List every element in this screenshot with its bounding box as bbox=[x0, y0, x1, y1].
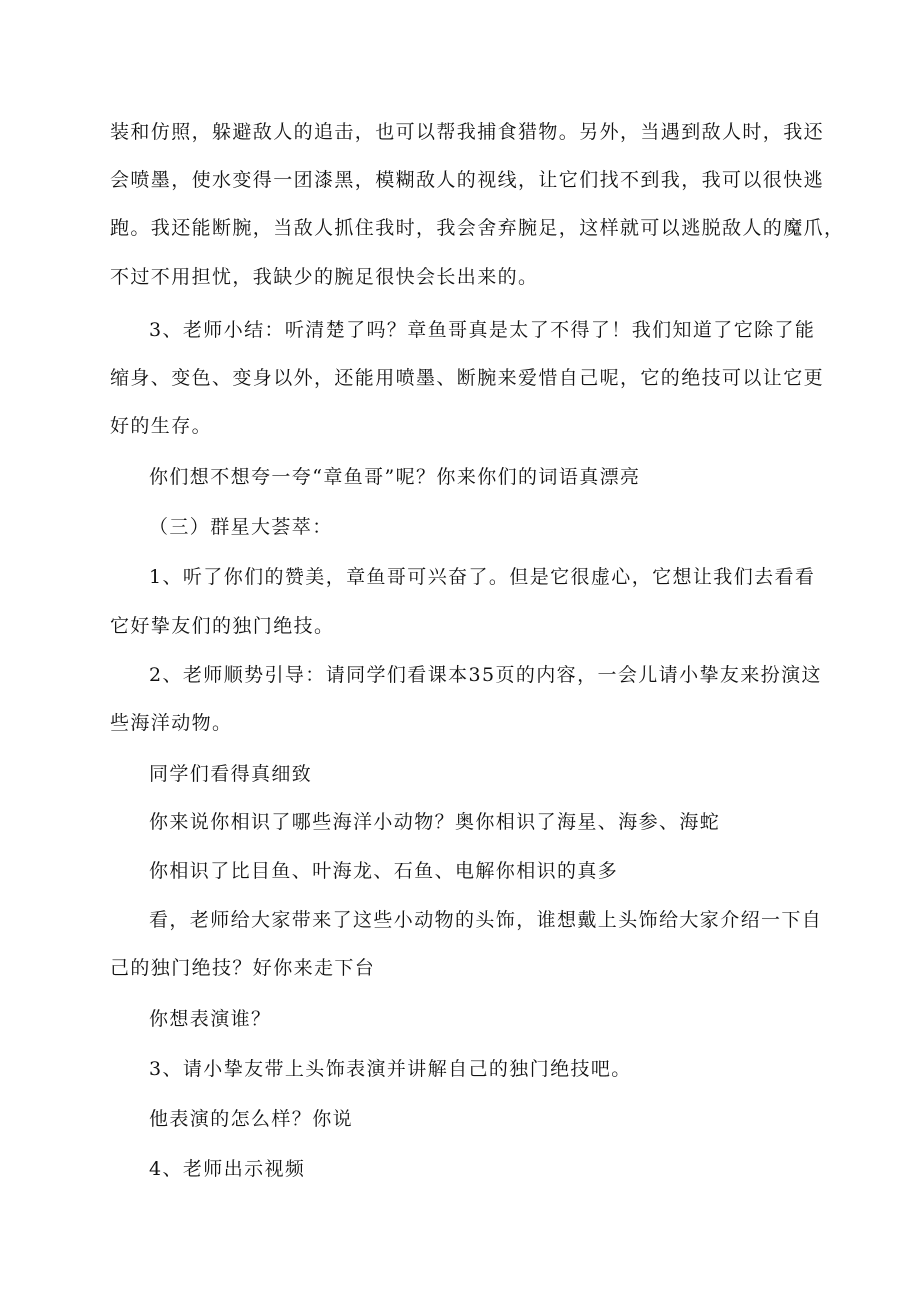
text-line: 不过不用担忧，我缺少的腕足很快会长出来的。 bbox=[110, 266, 539, 288]
text-line: 己的独门绝技？好你来走下台 bbox=[110, 957, 376, 979]
text-line: 你来说你相识了哪些海洋小动物？奥你相识了海星、海参、海蛇 bbox=[149, 811, 721, 833]
text-line: 看，老师给大家带来了这些小动物的头饰，谁想戴上头饰给大家介绍一下自 bbox=[149, 909, 823, 931]
text-line: 装和仿照，躲避敌人的追击，也可以帮我捕食猎物。另外，当遇到敌人时，我还 bbox=[110, 121, 825, 143]
text-line: 缩身、变色、变身以外，还能用喷墨、断腕来爱惜自己呢，它的绝技可以让它更 bbox=[110, 367, 825, 389]
text-line: 他表演的怎么样？你说 bbox=[149, 1108, 354, 1130]
text-line: 3、老师小结：听清楚了吗？章鱼哥真是太了不得了！我们知道了它除了能 bbox=[149, 319, 816, 341]
text-line: 你想表演谁？ bbox=[149, 1008, 272, 1030]
text-line: 同学们看得真细致 bbox=[149, 763, 313, 785]
text-line: 你相识了比目鱼、叶海龙、石鱼、电解你相识的真多 bbox=[149, 860, 619, 882]
text-line: 会喷墨，使水变得一团漆黑，模糊敌人的视线，让它们找不到我，我可以很快逃 bbox=[110, 169, 825, 191]
text-line: 2、老师顺势引导：请同学们看课本35页的内容，一会儿请小挚友来扮演这 bbox=[149, 664, 822, 686]
text-line: 4、老师出示视频 bbox=[149, 1158, 306, 1180]
text-line: 你们想不想夸一夸“章鱼哥”呢？你来你们的词语真漂亮 bbox=[149, 466, 641, 488]
text-line: 它好挚友们的独门绝技。 bbox=[110, 615, 335, 637]
text-line: 好的生存。 bbox=[110, 415, 213, 437]
text-line: 些海洋动物。 bbox=[110, 712, 233, 734]
text-line: 1、听了你们的赞美，章鱼哥可兴奋了。但是它很虚心，它想让我们去看看 bbox=[149, 566, 816, 588]
text-line: 跑。我还能断腕，当敌人抓住我时，我会舍弃腕足，这样就可以逃脱敌人的魔爪， bbox=[110, 217, 845, 239]
section-heading: （三）群星大荟萃： bbox=[149, 516, 333, 538]
text-line: 3、请小挚友带上头饰表演并讲解自己的独门绝技吧。 bbox=[149, 1058, 632, 1080]
